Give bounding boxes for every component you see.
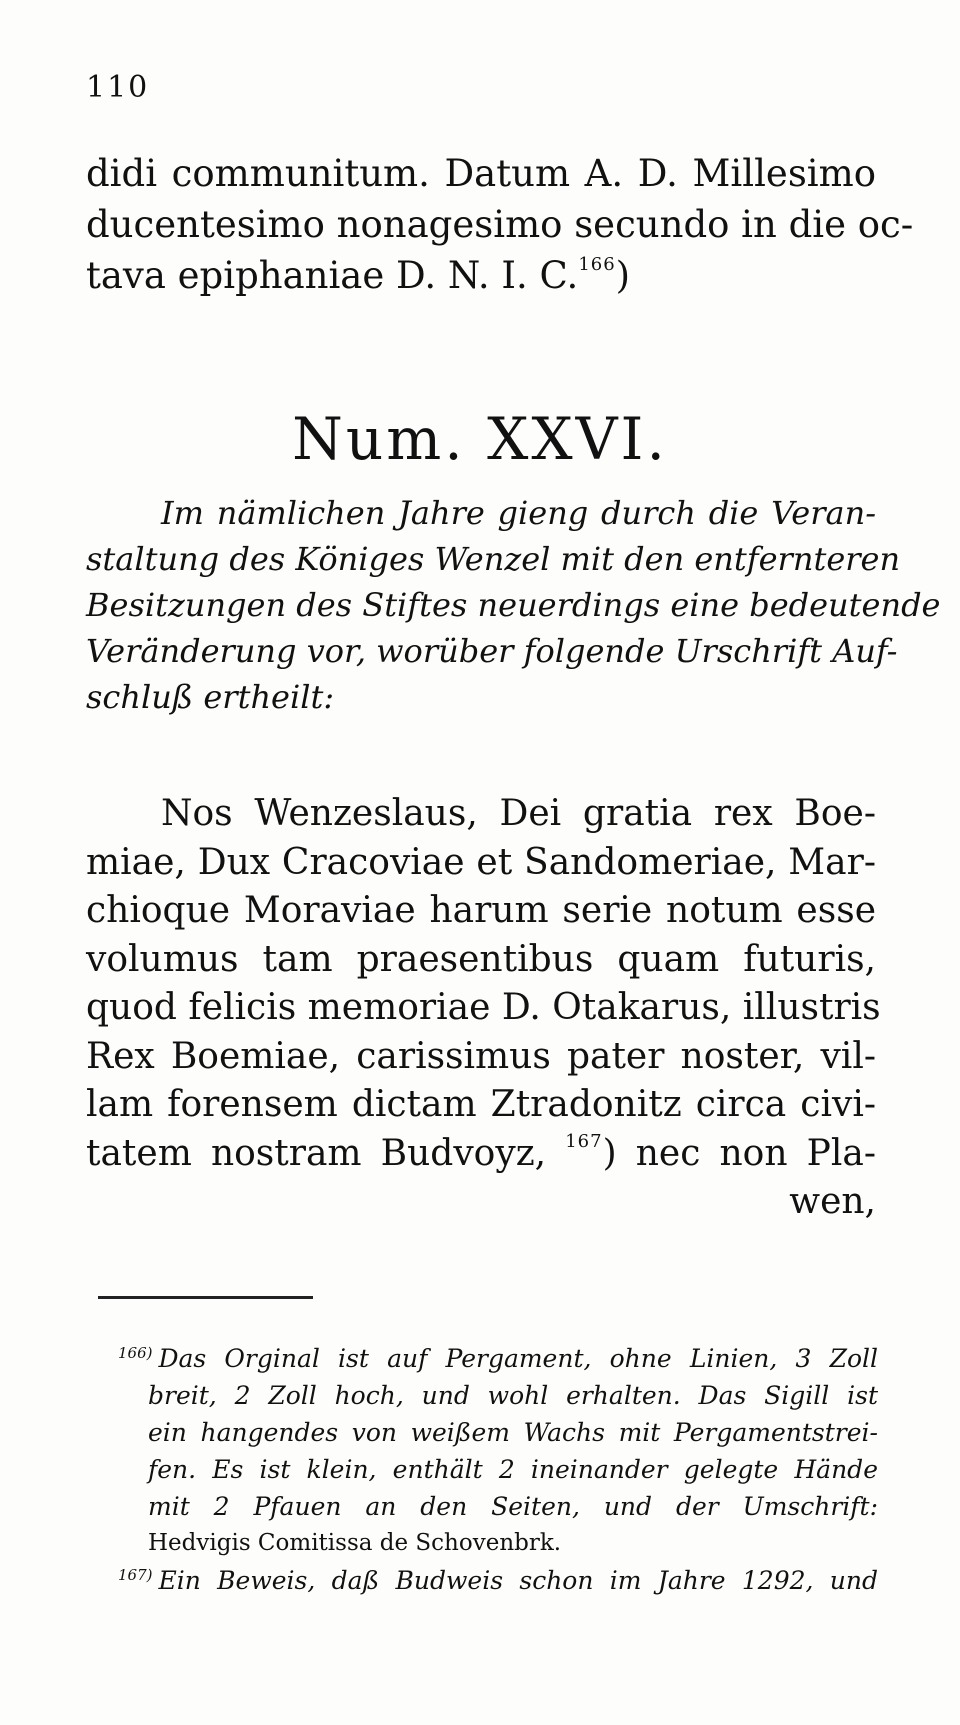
footnote-line-text: Das Orginal ist auf Pergament, ohne Linien, 3 Zoll: [158, 1344, 878, 1373]
text-line: volumus tam praesentibus quam futuris,: [86, 938, 876, 980]
footnote-ref-167[interactable]: 167: [565, 1130, 603, 1152]
text-line: quod felicis memoriae D. Otakarus, illustris: [86, 987, 881, 1028]
text-line-content: tava epiphaniae D. N. I. C.: [86, 254, 579, 297]
text-line: Im nämlichen Jahre gieng durch die Veran-: [161, 494, 876, 532]
latin-charter: [86, 790, 881, 1227]
german-paragraph: [86, 490, 941, 720]
text-line-tail: ) nec non Pla-: [602, 1132, 876, 1174]
footnote-mark: 166): [118, 1344, 153, 1362]
page-number: 110: [86, 70, 150, 105]
footnote-167: [118, 1562, 878, 1599]
text-line: Nos Wenzeslaus, Dei gratia rex Boe-: [161, 793, 876, 834]
text-line: miae, Dux Cracoviae et Sandomeriae, Mar-: [86, 841, 876, 883]
footnote-line: [118, 1340, 878, 1377]
text-line: chioque Moraviae harum serie notum esse: [86, 890, 876, 931]
text-line: [86, 1130, 876, 1179]
text-line: Veränderung vor, worüber folgende Urschrift Auf-: [86, 632, 898, 670]
footnote-divider: [98, 1296, 313, 1299]
latin-text-top: [86, 148, 914, 301]
text-line: lam forensem dictam Ztradonitz circa civi-: [86, 1084, 876, 1125]
footnote-mark: 167): [118, 1566, 153, 1584]
text-line-content: tatem nostram Budvoyz,: [86, 1132, 547, 1174]
section-heading: Num. XXVI.: [292, 405, 668, 473]
footnote-ref-166[interactable]: 166: [578, 254, 616, 275]
footnote-166: [118, 1340, 878, 1562]
text-line: Besitzungen des Stiftes neuerdings eine bedeutende: [86, 586, 941, 624]
catchword: wen,: [789, 1181, 876, 1222]
text-line: schluß ertheilt:: [86, 678, 335, 716]
footnote-line: [118, 1562, 878, 1599]
text-line: didi communitum. Datum A. D. Millesimo: [86, 152, 876, 195]
footnote-line: breit, 2 Zoll hoch, und wohl erhalten. Das Sigill ist: [148, 1381, 878, 1410]
text-line: [86, 250, 876, 301]
footnote-line-text: Ein Beweis, daß Budweis schon im Jahre 1292, und: [158, 1566, 878, 1595]
footnote-line: ein hangendes von weißem Wachs mit Pergamentstrei-: [148, 1418, 878, 1447]
closing-paren: ): [615, 254, 631, 297]
footnote-seal-inscription: Hedvigis Comitissa de Schovenbrk.: [148, 1530, 562, 1556]
footnote-line: mit 2 Pfauen an den Seiten, und der Umschrift:: [148, 1492, 878, 1521]
text-line: ducentesimo nonagesimo secundo in die oc-: [86, 203, 914, 246]
footnote-line: fen. Es ist klein, enthält 2 ineinander gelegte Hände: [148, 1455, 878, 1484]
text-line: staltung des Königes Wenzel mit den entfernteren: [86, 540, 901, 578]
text-line: Rex Boemiae, carissimus pater noster, vil-: [86, 1035, 876, 1077]
